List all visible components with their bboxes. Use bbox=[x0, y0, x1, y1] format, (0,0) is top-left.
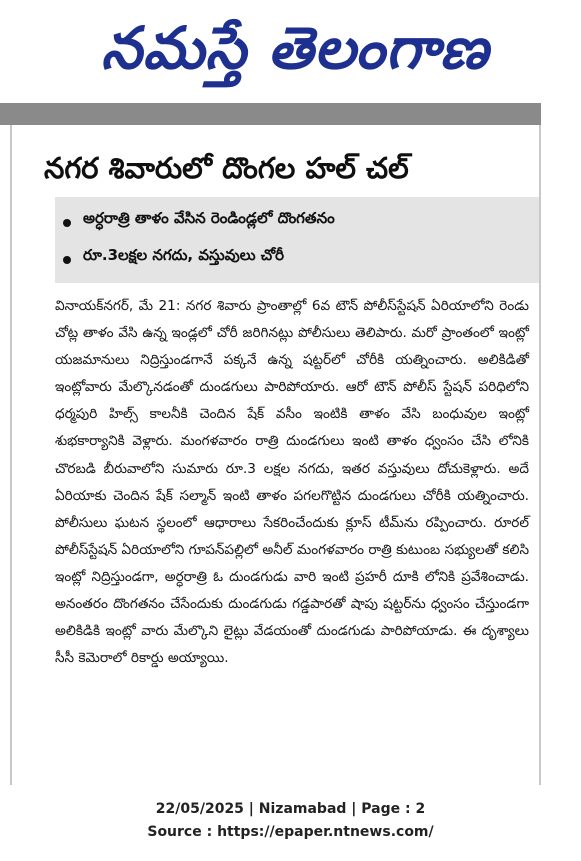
footer-source-line: Source : https://epaper.ntnews.com/ bbox=[147, 824, 434, 840]
masthead bbox=[0, 0, 581, 100]
bullet-icon bbox=[63, 219, 71, 227]
clipping-left-edge bbox=[10, 125, 12, 785]
highlights-box bbox=[55, 197, 539, 283]
highlight-item: రూ.3లక్షల నగదు, వస్తువులు చోరీ bbox=[83, 246, 285, 264]
clipping-right-edge bbox=[539, 125, 541, 785]
highlight-item: అర్ధరాత్రి తాళం వేసిన రెండిండ్లలో దొంగతనం bbox=[83, 209, 335, 227]
newspaper-logo: నమస్తే తెలంగాణ bbox=[101, 14, 489, 82]
article-headline: నగర శివారులో దొంగల హల్ చల్ bbox=[44, 151, 409, 185]
footer-date-line: 22/05/2025 | Nizamabad | Page : 2 bbox=[155, 801, 426, 817]
bullet-icon bbox=[63, 256, 71, 264]
clipping-top-bar bbox=[0, 103, 541, 125]
article-body: వినాయక్‌నగర్, మే 21: నగర శివారు ప్రాంతాల్లో 6వ టౌన్ పోలీస్‌స్టేషన్ ఏరియాలోని రెండు చోట్ల తాళం వేసి ఉన్న ఇండ్లలో చోరీ జరిగినట్లు పోలీసులు తెలిపారు. మరో ప్రాంతంలో ఇంట్లో యజమానులు నిద్రిస్తుండగానే పక్కనే ఉన్న షట్టర్‌లో చోరీకి యత్నించారు. అలికిడితో ఇంట్లోవారు మేల్కొనడంతో దుండగులు పారిపోయారు. ఆరో టౌన్ పోలీస్ స్టేషన్ పరిధిలోని ధర్మపురి హిల్స్ కాలనీకి చెందిన షేక్ వసీం ఇంటికి తాళం వేసి బంధువుల ఇంట్లో శుభకార్యానికి వెళ్లారు. మంగళవారం రాత్రి దుండగులు ఇంటి తాళం ధ్వంసం చేసి లోనికి చొరబడి బీరువాలోని సుమారు రూ.3 లక్షల నగదు, ఇతర వస్తువులు దోచుకెళ్లారు. అదే ఏరియాకు చెందిన షేక్ సల్మాన్ ఇంటి తాళం పగలగొట్టిన దుండగులు చోరీకి యత్నించారు. పోలీసులు ఘటన స్థలంలో ఆధారాలు సేకరించేందుకు క్లూస్ టీమ్‌ను రప్పించారు. రూరల్ పోలీస్‌స్టేషన్ ఏరియాలోని గూపన్‌పల్లిలో అనీల్ మంగళవారం రాత్రి కుటుంబ సభ్యులతో కలిసి ఇంట్లో నిద్రిస్తుండగా, అర్ధరాత్రి ఓ దుండగుడు వారి ఇంటి ప్రహరీ దూకి లోనికి ప్రవేశించాడు. అనంతరం దొంగతనం చేసేందుకు దుండగుడు గడ్డపారతో షాపు షట్టర్‌ను ధ్వంసం చేస్తుండగా అలికిడికి ఇంట్లో వారు మేల్కొని లైట్లు వేడయంతో దుండగుడు పారిపోయాడు. ఈ దృశ్యాలు సీసీ కెమెరాలో రికార్డు అయ్యాయి. bbox=[55, 298, 529, 667]
